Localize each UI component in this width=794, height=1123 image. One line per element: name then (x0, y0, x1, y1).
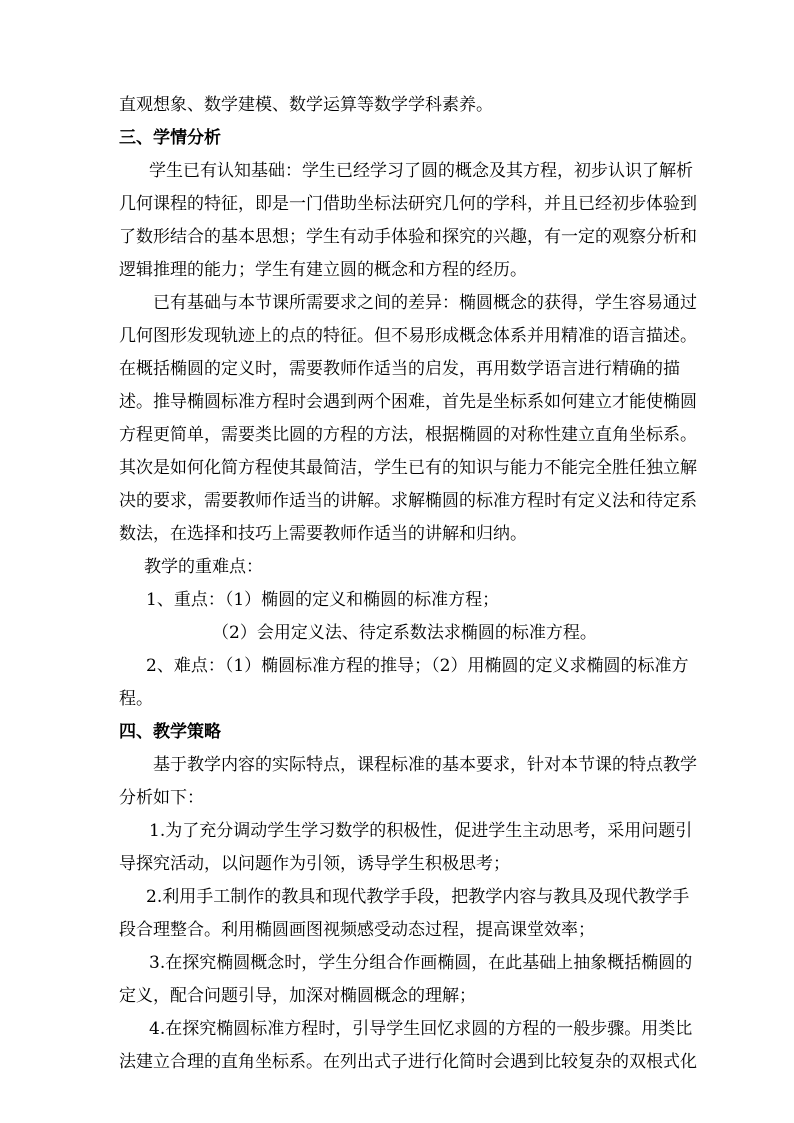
text-line: 程。 (119, 689, 153, 709)
section-heading: 四、教学策略 (119, 722, 221, 742)
text-line: 法建立合理的直角坐标系。在列出式子进行化简时会遇到比较复杂的双根式化 (119, 1052, 697, 1072)
text-line: 几何课程的特征，即是一门借助坐标法研究几何的学科，并且已经初步体验到 (119, 194, 697, 214)
text-line: 定义，配合问题引导，加深对椭圆概念的理解； (119, 986, 476, 1006)
list-item-line: 3.在探究椭圆概念时，学生分组合作画椭圆，在此基础上抽象概括椭圆的 (149, 953, 693, 973)
text-line: 2、难点：（1）椭圆标准方程的推导；（2）用椭圆的定义求椭圆的标准方 (146, 656, 689, 676)
text-line: 几何图形发现轨迹上的点的特征。但不易形成概念体系并用精准的语言描述。 (119, 326, 697, 346)
text-line: 方程更简单，需要类比圆的方程的方法，根据椭圆的对称性建立直角坐标系。 (119, 425, 697, 445)
text-line: 分析如下： (119, 788, 204, 808)
text-line: 基于教学内容的实际特点，课程标准的基本要求，针对本节课的特点教学 (153, 755, 697, 775)
text-line: 决的要求，需要教师作适当的讲解。求解椭圆的标准方程时有定义法和待定系 (119, 491, 697, 511)
list-item-line: 1.为了充分调动学生学习数学的积极性，促进学生主动思考，采用问题引 (149, 821, 693, 841)
text-line: 述。推导椭圆标准方程时会遇到两个困难，首先是坐标系如何建立才能使椭圆 (119, 392, 697, 412)
list-item-line: 4.在探究椭圆标准方程时，引导学生回忆求圆的方程的一般步骤。用类比 (149, 1019, 693, 1039)
text-line: 逻辑推理的能力；学生有建立圆的概念和方程的经历。 (119, 260, 527, 280)
text-line: 教学的重难点： (144, 557, 263, 577)
text-line: 数法，在选择和技巧上需要教师作适当的讲解和归纳。 (119, 524, 527, 544)
text-line: 已有基础与本节课所需要求之间的差异：椭圆概念的获得，学生容易通过 (153, 293, 697, 313)
list-item-line: 2.利用手工制作的教具和现代教学手段，把教学内容与教具及现代教学手 (146, 887, 690, 907)
text-line: 了数形结合的基本思想；学生有动手体验和探究的兴趣，有一定的观察分析和 (119, 227, 697, 247)
section-heading: 三、学情分析 (119, 128, 221, 148)
text-line: （2）会用定义法、待定系数法求椭圆的标准方程。 (212, 623, 597, 643)
text-line: 其次是如何化简方程使其最简洁，学生已有的知识与能力不能完全胜任独立解 (119, 458, 697, 478)
text-line: 在概括椭圆的定义时，需要教师作适当的启发，再用数学语言进行精确的描 (119, 359, 680, 379)
text-line: 1、重点：（1）椭圆的定义和椭圆的标准方程； (146, 590, 500, 610)
text-line: 直观想象、数学建模、数学运算等数学学科素养。 (119, 95, 493, 115)
text-line: 导探究活动，以问题作为引领，诱导学生积极思考； (119, 854, 510, 874)
text-line: 段合理整合。利用椭圆画图视频感受动态过程，提高课堂效率； (119, 920, 595, 940)
text-line: 学生已有认知基础：学生已经学习了圆的概念及其方程，初步认识了解析 (149, 161, 693, 181)
